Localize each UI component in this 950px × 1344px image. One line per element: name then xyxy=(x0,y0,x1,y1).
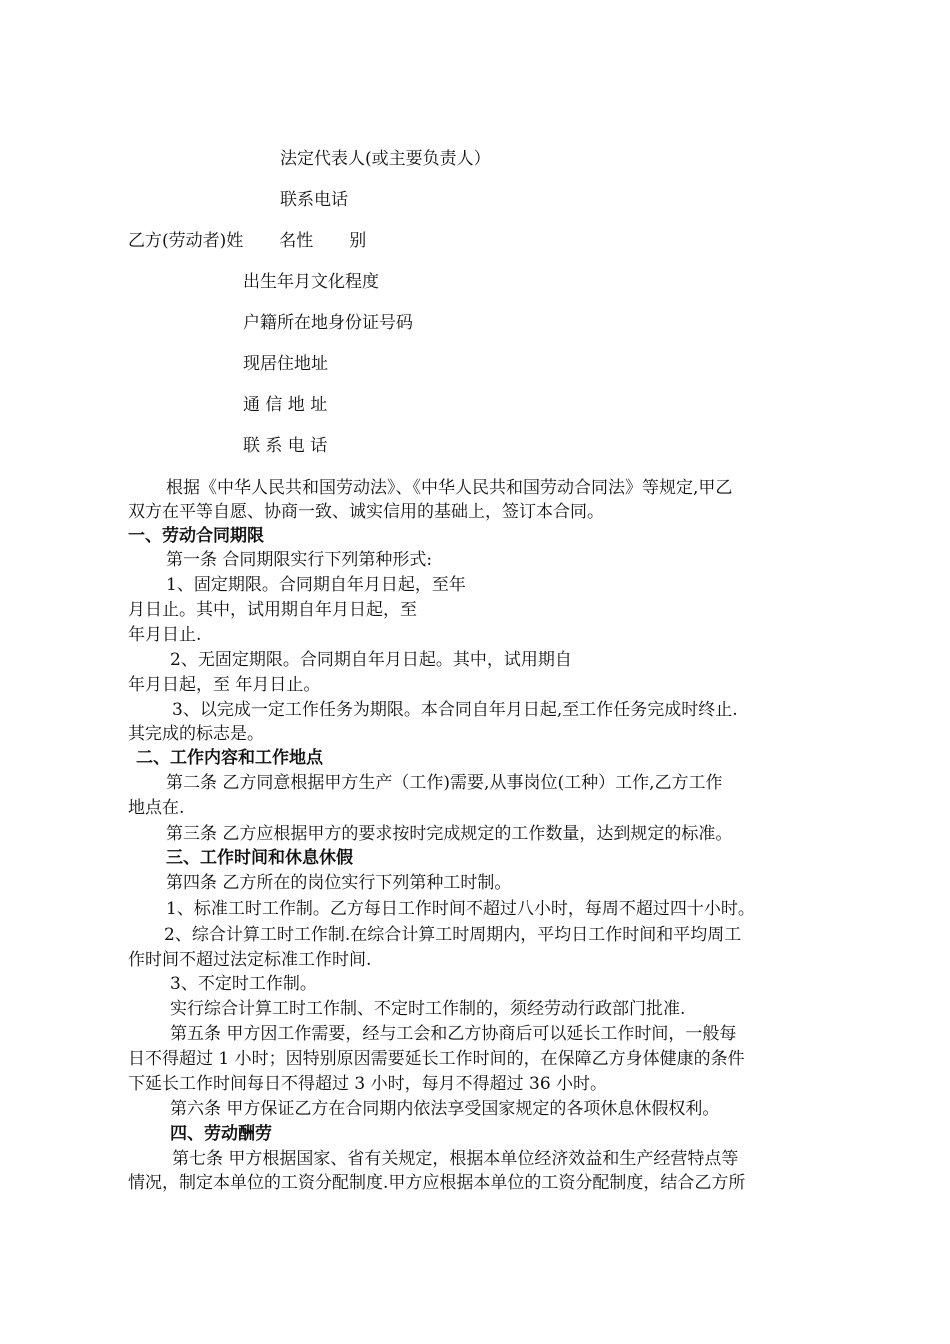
section-1-heading: 一、劳动合同期限 xyxy=(128,526,264,546)
article-2-b: 地点在. xyxy=(128,798,185,818)
article-4-item-2-a: 2、综合计算工时工作制.在综合计算工时周期内，平均日工作时间和平均周工 xyxy=(164,925,742,945)
article-5-b: 日不得超过 1 小时；因特别原因需要延长工作时间的，在保障乙方身体健康的条件 xyxy=(128,1049,745,1069)
article-4-item-2-b: 作时间不超过法定标准工作时间. xyxy=(128,950,372,970)
article-4: 第四条 乙方所在的岗位实行下列第种工时制。 xyxy=(166,873,512,893)
article-1: 第一条 合同期限实行下列第种形式: xyxy=(166,550,433,570)
section-2-heading: 二、工作内容和工作地点 xyxy=(136,748,323,768)
article-1-item-1-c: 年月日止. xyxy=(128,625,202,645)
party-b-birth: 出生年月文化程度 xyxy=(243,272,379,292)
intro-line-1: 根据《中华人民共和国劳动法》、《中华人民共和国劳动合同法》等规定,甲乙 xyxy=(166,478,733,498)
intro-line-2: 双方在平等自愿、协商一致、诚实信用的基础上，签订本合同。 xyxy=(128,502,604,522)
article-6: 第六条 甲方保证乙方在合同期内依法享受国家规定的各项休息休假权利。 xyxy=(170,1099,720,1119)
article-2-a: 第二条 乙方同意根据甲方生产（工作)需要,从事岗位(工种）工作,乙方工作 xyxy=(166,773,723,793)
party-b-gender-tail: 别 xyxy=(349,231,367,251)
party-b-huji: 户籍所在地身份证号码 xyxy=(243,313,413,333)
article-5-a: 第五条 甲方因工作需要，经与工会和乙方协商后可以延长工作时间，一般每 xyxy=(170,1024,737,1044)
party-a-rep: 法定代表人(或主要负责人） xyxy=(280,149,491,169)
article-1-item-1-b: 月日止。其中，试用期自年月日起，至 xyxy=(128,600,417,620)
party-b-address: 现居住地址 xyxy=(243,354,328,374)
article-1-item-2-b: 年月日起，至 年月日止。 xyxy=(128,675,321,695)
party-a-phone: 联系电话 xyxy=(280,190,348,210)
party-b-mail: 通 信 地 址 xyxy=(243,395,328,415)
article-4-item-3: 3、不定时工作制。 xyxy=(170,974,317,994)
party-b-phone: 联 系 电 话 xyxy=(243,436,328,456)
article-1-item-2-a: 2、无固定期限。合同期自年月日起。其中，试用期自 xyxy=(170,650,572,670)
section-3-heading: 三、工作时间和休息休假 xyxy=(166,848,353,868)
article-4-item-1: 1、标准工时工作制。乙方每日工作时间不超过八小时，每周不超过四十小时。 xyxy=(166,899,755,919)
article-7-b: 情况，制定本单位的工资分配制度.甲方应根据本单位的工资分配制度，结合乙方所 xyxy=(128,1173,746,1193)
party-b-name-line xyxy=(128,230,366,252)
party-b-label: 乙方(劳动者)姓 xyxy=(128,231,244,251)
article-4-note: 实行综合计算工时工作制、不定时工作制的，须经劳动行政部门批准. xyxy=(170,999,686,1019)
article-1-item-3-b: 其完成的标志是。 xyxy=(128,724,264,744)
section-4-heading: 四、劳动酬劳 xyxy=(170,1124,272,1144)
article-3: 第三条 乙方应根据甲方的要求按时完成规定的工作数量，达到规定的标准。 xyxy=(166,824,733,844)
article-1-item-1-a: 1、固定期限。合同期自年月日起，至年 xyxy=(166,575,466,595)
article-5-c: 下延长工作时间每日不得超过 3 小时，每月不得超过 36 小时。 xyxy=(128,1074,608,1094)
article-7-a: 第七条 甲方根据国家、省有关规定，根据本单位经济效益和生产经营特点等 xyxy=(172,1149,739,1169)
article-1-item-3-a: 3、以完成一定工作任务为期限。本合同自年月日起,至工作任务完成时终止. xyxy=(172,700,738,720)
party-b-name-sep: 名性 xyxy=(279,231,314,251)
